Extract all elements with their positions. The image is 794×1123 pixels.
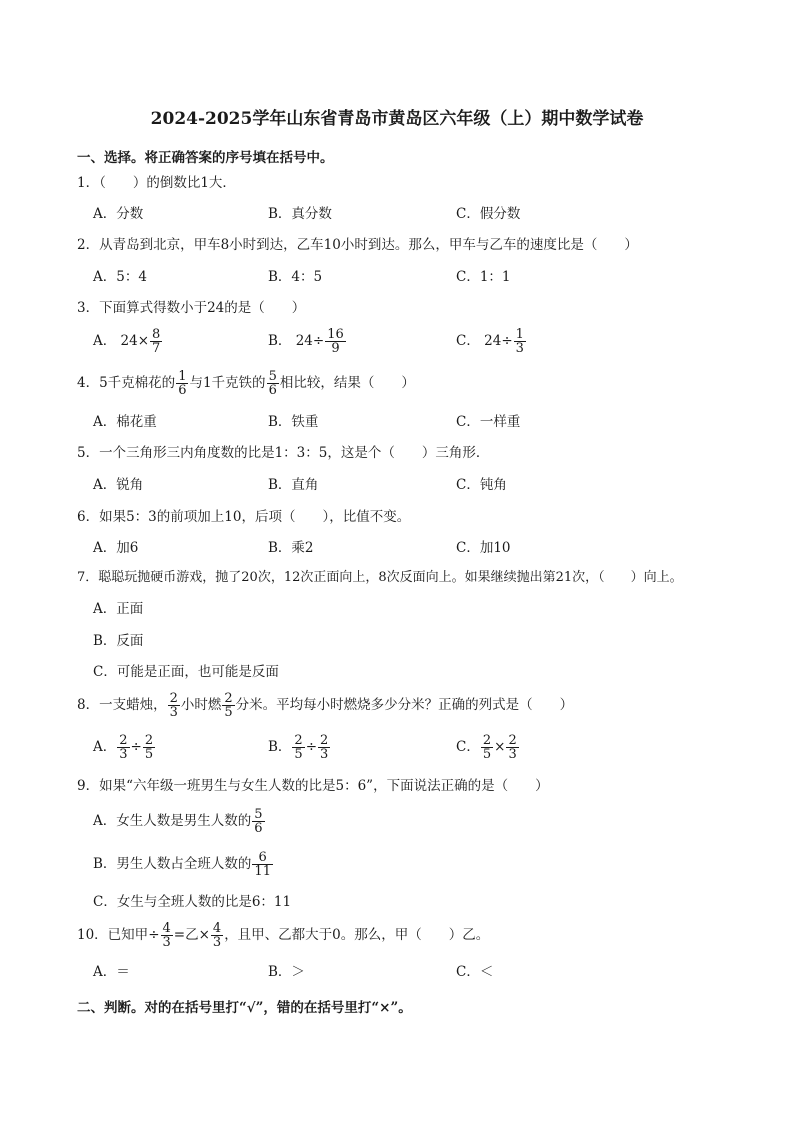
q2-option-b: B．4：5 — [268, 269, 323, 285]
operator: × — [198, 927, 210, 943]
denominator: 3 — [169, 705, 178, 720]
denominator: 3 — [212, 935, 222, 950]
question-4 — [77, 370, 415, 397]
option-label: B． — [268, 739, 292, 755]
q2-option-c: C．1：1 — [456, 269, 511, 285]
question-text: =乙 — [173, 927, 199, 943]
question-text: 相比较，结果（ ） — [279, 375, 415, 391]
option-text: A．女生人数是男生人数的 — [93, 813, 252, 829]
numerator: 8 — [152, 327, 161, 342]
fraction — [318, 734, 330, 761]
q9-option-c: C．女生与全班人数的比是6：11 — [93, 894, 292, 910]
operator: × — [494, 739, 506, 755]
question-5: 5．一个三角形三内角度数的比是1：3：5，这是个（ ）三角形． — [77, 445, 490, 461]
fraction — [150, 328, 162, 355]
numerator: 2 — [294, 733, 303, 748]
fraction — [506, 734, 518, 761]
q3-option-a — [93, 328, 163, 355]
q8-option-b — [268, 734, 331, 761]
q4-option-b: B．铁重 — [268, 414, 319, 430]
denominator: 3 — [508, 747, 517, 762]
numerator: 5 — [268, 369, 277, 384]
fraction — [176, 370, 188, 397]
q3-option-b — [268, 328, 347, 355]
option-label: A． — [93, 739, 117, 755]
numerator: 4 — [162, 921, 171, 936]
fraction — [514, 328, 526, 355]
operator: ÷ — [305, 739, 318, 755]
fraction — [168, 692, 180, 719]
question-1: 1．（ ）的倒数比1大． — [77, 175, 236, 191]
numerator: 2 — [508, 733, 517, 748]
fraction — [211, 922, 223, 949]
numerator: 4 — [212, 921, 222, 936]
q6-option-c: C．加10 — [456, 540, 511, 556]
q8-option-c — [456, 734, 520, 761]
option-label: C． — [456, 739, 480, 755]
q7-option-a: A．正面 — [93, 601, 144, 617]
numerator: 5 — [254, 807, 263, 822]
q7-option-c: C．可能是正面，也可能是反面 — [93, 664, 279, 680]
question-8 — [77, 692, 573, 719]
denominator: 5 — [144, 747, 154, 762]
q5-option-a: A．锐角 — [93, 477, 144, 493]
denominator: 11 — [254, 864, 271, 879]
question-text: 10．已知甲 — [77, 927, 149, 943]
q4-option-a: A．棉花重 — [93, 414, 157, 430]
numerator: 1 — [515, 327, 524, 342]
fraction — [161, 922, 173, 949]
fraction — [292, 734, 304, 761]
denominator: 5 — [294, 747, 303, 762]
question-text: 与1千克铁的 — [189, 375, 266, 391]
fraction — [252, 851, 273, 878]
denominator: 3 — [515, 341, 524, 356]
numerator: 2 — [320, 733, 329, 748]
question-text: 分米。平均每小时燃烧多少分米？正确的列式是（ ） — [235, 697, 574, 713]
denominator: 6 — [254, 821, 263, 836]
q1-option-b: B．真分数 — [268, 206, 332, 222]
numerator: 2 — [119, 733, 128, 748]
option-label: B． — [268, 333, 292, 349]
q4-option-c: C．一样重 — [456, 414, 521, 430]
question-3: 3．下面算式得数小于24的是（ ） — [77, 300, 306, 316]
denominator: 6 — [268, 383, 277, 398]
fraction — [481, 734, 493, 761]
question-text: 4．5千克棉花的 — [77, 375, 176, 391]
option-label: C． — [456, 333, 480, 349]
question-text: ，且甲、乙都大于0。那么，甲（ ）乙。 — [224, 927, 490, 943]
section-heading-judgment: 二、判断。对的在括号里打“√”，错的在括号里打“×”。 — [77, 1000, 412, 1016]
q10-option-b: B．＞ — [268, 964, 305, 980]
fraction — [222, 692, 234, 719]
q6-option-a: A．加6 — [93, 540, 139, 556]
numerator: 2 — [482, 733, 492, 748]
q7-option-b: B．反面 — [93, 633, 144, 649]
section-heading-choice: 一、选择。将正确答案的序号填在括号中。 — [77, 150, 334, 166]
denominator: 5 — [482, 747, 492, 762]
fraction — [117, 734, 129, 761]
denominator: 3 — [320, 747, 329, 762]
q9-option-b — [93, 851, 274, 878]
operator: ÷ — [130, 739, 142, 755]
denominator: 6 — [178, 383, 187, 398]
q5-option-c: C．钝角 — [456, 477, 507, 493]
q5-option-b: B．直角 — [268, 477, 319, 493]
fraction — [325, 328, 346, 355]
numerator: 6 — [258, 850, 267, 865]
denominator: 3 — [162, 935, 171, 950]
q10-option-c: C．＜ — [456, 964, 494, 980]
math-expression: 24÷ — [295, 333, 325, 349]
q2-option-a: A．5：4 — [93, 269, 147, 285]
question-6: 6．如果5：3的前项加上10，后项（ ），比值不变。 — [77, 509, 411, 525]
q3-option-c — [456, 328, 527, 355]
question-2: 2．从青岛到北京，甲车8小时到达，乙车10小时到达。那么，甲车与乙车的速度比是（ ） — [77, 237, 638, 253]
numerator: 2 — [224, 691, 233, 706]
option-text: B．男生人数占全班人数的 — [93, 856, 252, 872]
numerator: 2 — [144, 733, 154, 748]
math-expression: 24× — [120, 333, 150, 349]
denominator: 7 — [152, 341, 161, 356]
question-text: 小时燃 — [180, 697, 222, 713]
denominator: 9 — [325, 341, 346, 355]
q1-option-c: C．假分数 — [456, 206, 521, 222]
option-label: A． — [93, 333, 117, 349]
fraction — [252, 808, 264, 835]
q6-option-b: B．乘2 — [268, 540, 314, 556]
q8-option-a — [93, 734, 156, 761]
denominator: 3 — [119, 747, 128, 762]
fraction — [267, 370, 279, 397]
numerator: 16 — [327, 327, 344, 342]
q1-option-a: A．分数 — [93, 206, 144, 222]
exam-title: 2024-2025学年山东省青岛市黄岛区六年级（上）期中数学试卷 — [150, 109, 644, 129]
math-expression: 24÷ — [484, 333, 513, 349]
question-text: 8．一支蜡烛， — [77, 697, 167, 713]
numerator: 1 — [178, 369, 187, 384]
numerator: 2 — [169, 691, 178, 706]
question-10 — [77, 922, 489, 949]
question-9: 9．如果“六年级一班男生与女生人数的比是5：6”，下面说法正确的是（ ） — [77, 778, 549, 794]
question-7: 7．聪聪玩抛硬币游戏，抛了20次，12次正面向上，8次反面向上。如果继续抛出第21次，（ ）向上。 — [77, 570, 683, 585]
fraction — [143, 734, 155, 761]
denominator: 5 — [224, 705, 233, 720]
q10-option-a: A．＝ — [93, 964, 130, 980]
operator: ÷ — [148, 927, 160, 943]
q9-option-a — [93, 808, 266, 835]
